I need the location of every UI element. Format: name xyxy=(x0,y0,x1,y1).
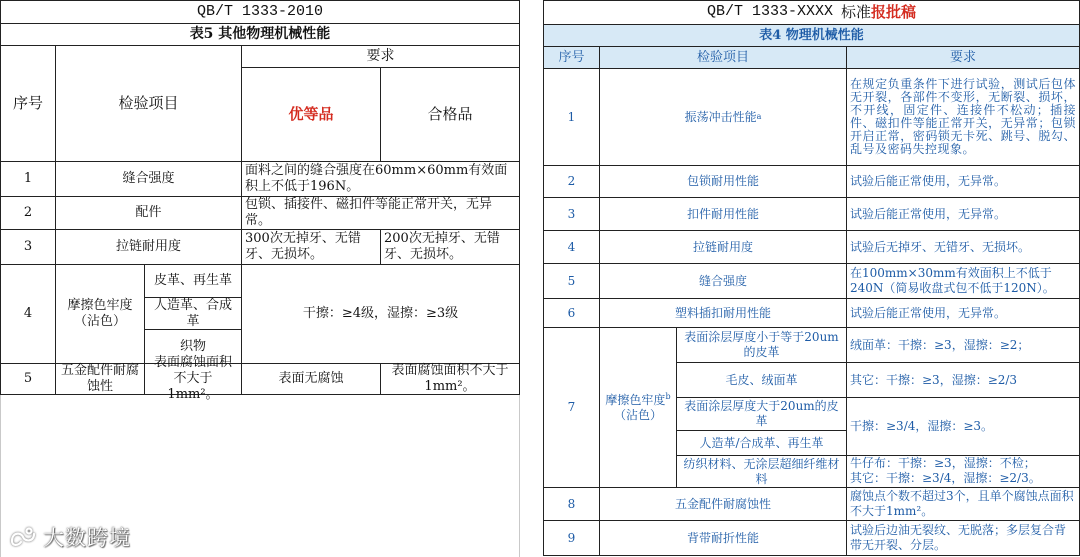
right-row-6-requirement: 试验后能正常使用，无异常。 xyxy=(847,299,1079,327)
right-row-7-item-name: 摩擦色牢度 xyxy=(605,392,666,407)
right-title-suffix: 标准 xyxy=(841,3,872,22)
watermark-text: 大数跨境 xyxy=(43,526,131,550)
right-table-caption: 表4 物理机械性能 xyxy=(544,25,1079,46)
right-row-7-requirement-2: 其它：干擦：≥3，湿擦：≥2/3 xyxy=(847,363,1079,397)
right-row-9-serial: 9 xyxy=(544,521,599,555)
right-row-6-serial: 6 xyxy=(544,299,599,327)
right-row-7-subitem-4: 人造革/合成革、再生革 xyxy=(677,431,846,455)
right-row-7-subitem-5: 纺织材料、无涂层超细纤维材料 xyxy=(677,456,846,487)
left-standard-panel xyxy=(0,0,520,402)
right-row-7-requirement-4-line-1: 牛仔布：干擦：≥3，湿擦：不检； xyxy=(850,456,1036,470)
right-row-5-requirement: 在100mm×30mm有效面积上不低于240N（简易收盘式包不低于120N）。 xyxy=(847,264,1079,298)
right-row-7-subitem-3: 表面涂层厚度大于20um的皮革 xyxy=(677,398,846,430)
left-row-5-item: 五金配件耐腐蚀性 xyxy=(56,364,144,394)
right-row-8-requirement: 腐蚀点个数不超过3个，且单个腐蚀点面积不大于1mm²。 xyxy=(847,488,1079,520)
right-row-7-footnote-mark: b xyxy=(665,391,671,401)
right-title-highlight: 报批稿 xyxy=(871,3,917,22)
left-header-premium-grade: 优等品 xyxy=(242,68,380,161)
brand-logo-icon xyxy=(8,525,38,549)
right-row-2-item: 包锁耐用性能 xyxy=(600,166,846,197)
left-row-5-serial: 5 xyxy=(1,364,55,394)
right-row-7-item xyxy=(600,328,676,487)
left-row-1-serial: 1 xyxy=(1,162,55,196)
left-header-serial: 序号 xyxy=(1,46,55,161)
left-row-3-item: 拉链耐用度 xyxy=(56,230,241,264)
right-row-9-item: 背带耐折性能 xyxy=(600,521,846,555)
right-header-serial: 序号 xyxy=(544,47,599,68)
left-row-4-serial: 4 xyxy=(1,265,55,363)
left-row-4-item xyxy=(56,265,144,363)
right-row-2-serial: 2 xyxy=(544,166,599,197)
right-row-1-serial: 1 xyxy=(544,69,599,165)
left-row-4-subitem-3: 织物 xyxy=(145,330,241,363)
left-row-3-premium: 300次无掉牙、无错牙、无损坏。 xyxy=(242,230,380,264)
right-row-5-item: 缝合强度 xyxy=(600,264,846,298)
left-header-qualified-grade: 合格品 xyxy=(381,68,519,161)
left-row-2-item: 配件 xyxy=(56,197,241,229)
right-header-requirement: 要求 xyxy=(847,47,1079,68)
left-row-1-requirement: 面料之间的缝合强度在60mm×60mm有效面积上不低于196N。 xyxy=(242,162,519,196)
right-row-5-serial: 5 xyxy=(544,264,599,298)
left-row-4-item-suffix: （沾色） xyxy=(73,314,126,329)
right-row-7-item-line xyxy=(605,393,670,408)
left-row-5-subitem: 不大于1mm²。 xyxy=(145,364,241,394)
left-row-3-serial: 3 xyxy=(1,230,55,264)
right-row-7-requirement-3: 干擦：≥3/4，湿擦：≥3。 xyxy=(847,398,1079,455)
left-header-requirement: 要求 xyxy=(242,46,519,67)
right-title-code: QB/T 1333-XXXX xyxy=(706,3,833,21)
right-standard-title xyxy=(544,1,1079,24)
right-row-8-item: 五金配件耐腐蚀性 xyxy=(600,488,846,520)
left-row-4-item-name: 摩擦色牢度 xyxy=(67,298,133,314)
right-row-1-item: 振荡冲击性能 a xyxy=(600,69,846,165)
right-standard-panel xyxy=(543,0,1080,556)
right-row-6-item: 塑料插扣耐用性能 xyxy=(600,299,846,327)
right-row-7-subitem-1: 表面涂层厚度小于等于20um的皮革 xyxy=(677,328,846,362)
left-standard-title: QB/T 1333-2010 xyxy=(1,1,519,23)
right-row-7-requirement-1: 绒面革：干擦：≥3，湿擦：≥2； xyxy=(847,328,1079,362)
left-row-4-subitem-1: 皮革、再生革 xyxy=(145,265,241,297)
left-table-caption: 表5 其他物理机械性能 xyxy=(1,24,519,45)
left-row-5-qualified: 表面腐蚀面积不大于1mm²。 xyxy=(381,364,519,394)
left-row-5-premium: 表面无腐蚀 xyxy=(242,364,380,394)
right-row-4-item: 拉链耐用度 xyxy=(600,231,846,263)
right-row-4-requirement: 试验后无掉牙、无错牙、无损坏。 xyxy=(847,231,1079,263)
right-row-7-requirement-4 xyxy=(847,456,1079,487)
left-header-item: 检验项目 xyxy=(56,46,241,161)
right-row-7-serial: 7 xyxy=(544,328,599,487)
right-row-7-requirement-4-line-2: 其它：干擦：≥3/4，湿擦：≥2/3。 xyxy=(850,470,1041,485)
right-row-3-item: 扣件耐用性能 xyxy=(600,198,846,230)
right-row-8-serial: 8 xyxy=(544,488,599,520)
right-standard-table xyxy=(543,0,1080,556)
right-row-4-serial: 4 xyxy=(544,231,599,263)
right-row-7-item-suffix: （沾色） xyxy=(613,407,662,422)
left-standard-table xyxy=(0,0,520,402)
right-row-3-serial: 3 xyxy=(544,198,599,230)
right-row-1-requirement: 在规定负重条件下进行试验，测试后包体无开裂，各部件不变形，无断裂、损坏，不开线，固定件、连接件不松动；插接件、磁扣件等能正常开关，无异常；包锁开启正常，密码锁无卡死、跳号、脱勾、乱号及密码失控现象。 xyxy=(847,69,1079,165)
right-row-2-requirement: 试验后能正常使用，无异常。 xyxy=(847,166,1079,197)
left-row-4-requirement: 干擦：≥4级，湿擦：≥3级 xyxy=(242,265,519,363)
right-row-9-requirement: 试验后边油无裂纹、无脱落；多层复合背带无开裂、分层。 xyxy=(847,521,1079,555)
watermark xyxy=(8,522,131,552)
left-row-4-subitem-2: 人造革、合成革 xyxy=(145,298,241,329)
right-row-1-item-name: 振荡冲击性能 xyxy=(684,109,757,124)
left-row-2-requirement: 包锁、插接件、磁扣件等能正常开关，无异常。 xyxy=(242,197,519,229)
right-row-7-subitem-2: 毛皮、绒面革 xyxy=(677,363,846,397)
left-row-1-item: 缝合强度 xyxy=(56,162,241,196)
left-row-2-serial: 2 xyxy=(1,197,55,229)
right-row-3-requirement: 试验后能正常使用，无异常。 xyxy=(847,198,1079,230)
left-row-3-qualified: 200次无掉牙、无错牙、无损坏。 xyxy=(381,230,519,264)
right-header-item: 检验项目 xyxy=(600,47,846,68)
